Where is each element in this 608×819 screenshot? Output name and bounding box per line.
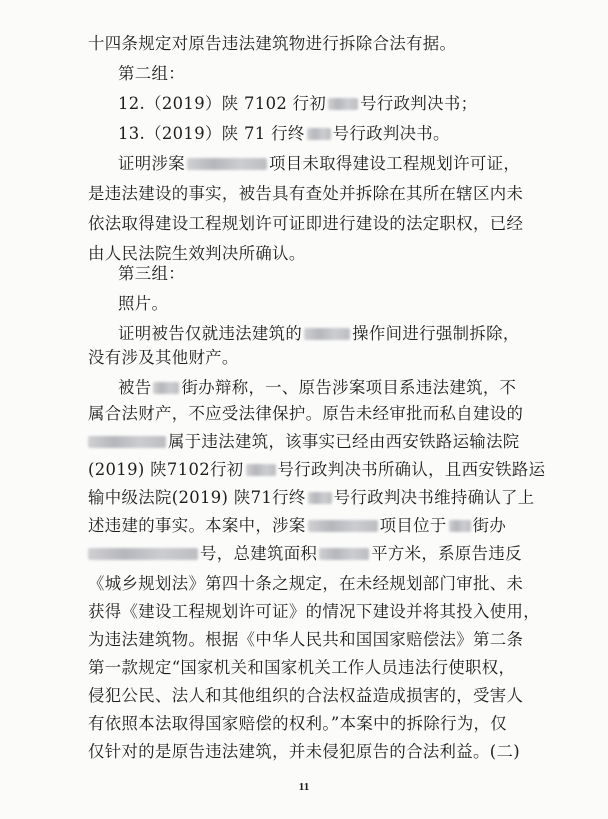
- text: 第二组：: [118, 64, 185, 83]
- text: 项目未取得建设工程规划许可证，: [268, 154, 521, 173]
- text: 第一款规定“国家机关和国家机关工作人员违法行使职权，: [88, 658, 516, 677]
- text-line: [118, 154, 528, 174]
- text: 属合法财产，不应受法律保护。原告未经审批而私自建设的: [88, 404, 524, 423]
- text-line: [88, 214, 528, 234]
- text: 号行政判决书维持确认了上: [333, 488, 535, 507]
- text-line: [88, 404, 528, 424]
- text: 述违建的事实。本案中，涉案: [88, 516, 306, 535]
- text-line: [88, 34, 528, 54]
- text: 操作间进行强制拆除，: [352, 324, 520, 343]
- text-line: [88, 574, 528, 594]
- redaction-blur: [449, 520, 471, 532]
- text-line: [88, 686, 528, 706]
- text-line: [88, 714, 528, 734]
- redaction-blur: [308, 492, 332, 504]
- text: 有依照本法取得国家赔偿的权利。”本案中的拆除行为，仅: [88, 714, 508, 733]
- text: 侵犯公民、法人和其他组织的合法权益造成损害的，受害人: [88, 686, 524, 705]
- text-line: [88, 184, 528, 204]
- text: 街办: [472, 516, 507, 535]
- section-heading: [118, 64, 528, 84]
- text-line: [118, 378, 528, 398]
- redaction-blur: [319, 548, 369, 560]
- text: 照片。: [118, 294, 169, 313]
- redaction-blur: [304, 328, 350, 340]
- redaction-blur: [328, 98, 358, 110]
- text: 项目位于: [379, 516, 447, 535]
- text-line: [118, 294, 528, 314]
- text: 输中级法院(2019) 陕71行终: [88, 488, 306, 507]
- text-line: [88, 516, 528, 536]
- redaction-blur: [88, 436, 166, 448]
- text: 被告: [118, 378, 152, 397]
- text-line: [88, 742, 528, 762]
- text-line: [88, 630, 528, 650]
- text-line: [88, 544, 528, 564]
- text: 为违法建筑物。根据《中华人民共和国国家赔偿法》第二条: [88, 630, 524, 649]
- text: 证明涉案: [118, 154, 185, 173]
- redaction-blur: [246, 464, 276, 476]
- page-number: 11: [298, 781, 310, 793]
- text-line: [118, 324, 528, 344]
- text: 号，总建筑面积: [200, 544, 318, 563]
- text-line: [88, 602, 540, 622]
- text: 是违法建设的事实，被告具有查处并拆除在其所在辖区内未: [88, 184, 524, 203]
- text-line: [88, 432, 528, 452]
- text: 平方米，系原告违反: [371, 544, 522, 563]
- text-line: [88, 488, 535, 508]
- text: 12.（2019）陕 7102 行初: [118, 94, 327, 113]
- text-line: [88, 348, 528, 368]
- text-line: [88, 658, 528, 678]
- text: 证明被告仅就违法建筑的: [118, 324, 303, 343]
- text: 号行政判决书。: [332, 124, 450, 143]
- redaction-blur: [153, 382, 179, 394]
- text: 依法取得建设工程规划许可证即进行建设的法定职权，已经: [88, 214, 524, 233]
- text: 属于违法建筑，该事实已经由西安铁路运输法院: [168, 432, 520, 451]
- text: 没有涉及其他财产。: [88, 348, 239, 367]
- text: 仅针对的是原告违法建筑，并未侵犯原告的合法利益。(二): [88, 742, 521, 761]
- text: 第三组：: [118, 264, 185, 283]
- text: 由人民法院生效判决所确认。: [88, 244, 306, 263]
- evidence-item: [118, 124, 528, 144]
- redaction-blur: [307, 128, 331, 140]
- redaction-blur: [187, 158, 267, 170]
- text: 13.（2019）陕 71 行终: [118, 124, 305, 143]
- text: 获得《建设工程规划许可证》的情况下建设并将其投入使用，: [88, 602, 540, 621]
- text: 十四条规定对原告违法建筑物进行拆除合法有据。: [88, 34, 457, 53]
- text-line: [88, 460, 546, 480]
- section-heading: [118, 264, 528, 284]
- redaction-blur: [308, 520, 378, 532]
- text: (2019) 陕7102行初: [88, 460, 244, 479]
- text-line: [88, 244, 528, 264]
- text: 街办辩称，一、原告涉案项目系违法建筑，不: [181, 378, 517, 397]
- text: 《城乡规划法》第四十条之规定，在未经规划部门审批、未: [88, 574, 524, 593]
- text: 号行政判决书所确认，且西安铁路运: [277, 460, 546, 479]
- redaction-blur: [88, 548, 198, 560]
- evidence-item: [118, 94, 528, 114]
- text: 号行政判决书；: [360, 94, 478, 113]
